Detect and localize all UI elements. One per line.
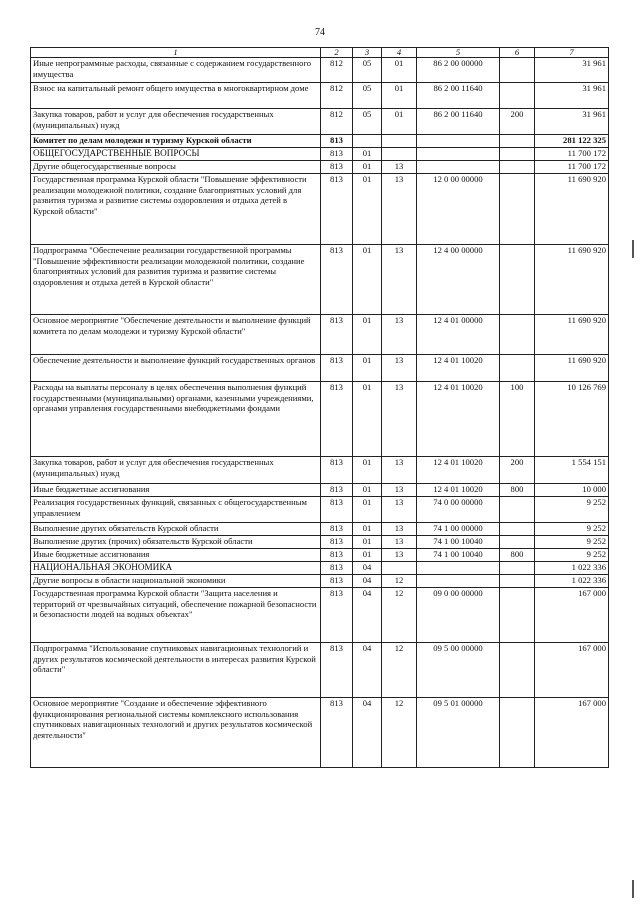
row-pr: 13: [382, 497, 417, 523]
row-sum: 11 690 920: [535, 174, 609, 245]
row-vr: [500, 355, 535, 382]
table-row: [31, 174, 609, 245]
row-rz: 01: [353, 536, 382, 549]
header-col-4: 4: [382, 48, 417, 58]
table-row: [31, 135, 609, 148]
row-rz: 01: [353, 523, 382, 536]
row-csr: 74 1 00 00000: [417, 523, 500, 536]
row-pr: 01: [382, 58, 417, 83]
row-vr: [500, 148, 535, 161]
row-name: Закупка товаров, работ и услуг для обеспечения государственных (муниципальных) нужд: [31, 109, 321, 135]
row-name: Обеспечение деятельности и выполнение функций государственных органов: [31, 355, 321, 382]
row-vr: [500, 523, 535, 536]
row-csr: 74 1 00 10040: [417, 536, 500, 549]
row-csr: 12 4 01 10020: [417, 355, 500, 382]
row-pr: 13: [382, 484, 417, 497]
row-grbs: 813: [321, 382, 353, 457]
table-row: [31, 457, 609, 484]
row-grbs: 813: [321, 148, 353, 161]
row-rz: 01: [353, 174, 382, 245]
row-csr: 09 5 00 00000: [417, 643, 500, 698]
row-rz: 01: [353, 355, 382, 382]
row-grbs: 813: [321, 355, 353, 382]
row-name: Государственная программа Курской области "Повышение эффективности реализации молодежной политики, создание благоприятных условий для развития туризма и развитие системы оздоровления и отдыха детей в Курской области": [31, 174, 321, 245]
row-pr: [382, 148, 417, 161]
row-vr: [500, 536, 535, 549]
row-grbs: 813: [321, 549, 353, 562]
row-sum: 9 252: [535, 549, 609, 562]
table-row: [31, 575, 609, 588]
row-vr: [500, 135, 535, 148]
row-name: Закупка товаров, работ и услуг для обеспечения государственных (муниципальных) нужд: [31, 457, 321, 484]
header-col-2: 2: [321, 48, 353, 58]
table-row: [31, 643, 609, 698]
row-sum: 1 554 151: [535, 457, 609, 484]
table-row: [31, 698, 609, 768]
row-vr: [500, 83, 535, 109]
row-name: Подпрограмма "Обеспечение реализации государственной программы "Повышение эффективности реализации молодежной политики, создание благоприятных условий для развития туризма и развитие системы оздоровления и отдыха детей в Курской области": [31, 245, 321, 315]
row-vr: 800: [500, 484, 535, 497]
row-vr: 800: [500, 549, 535, 562]
row-grbs: 813: [321, 174, 353, 245]
table-row: [31, 245, 609, 315]
row-vr: [500, 497, 535, 523]
row-rz: 04: [353, 562, 382, 575]
header-col-6: 6: [500, 48, 535, 58]
row-vr: 200: [500, 457, 535, 484]
row-name: Выполнение других (прочих) обязательств Курской области: [31, 536, 321, 549]
row-pr: 13: [382, 536, 417, 549]
row-rz: 05: [353, 83, 382, 109]
table-row: [31, 523, 609, 536]
row-vr: 100: [500, 382, 535, 457]
row-rz: 05: [353, 58, 382, 83]
table-row: [31, 58, 609, 83]
header-col-7: 7: [535, 48, 609, 58]
row-pr: 12: [382, 643, 417, 698]
header-col-3: 3: [353, 48, 382, 58]
row-rz: 01: [353, 148, 382, 161]
row-vr: [500, 562, 535, 575]
row-sum: 9 252: [535, 497, 609, 523]
table-row: [31, 536, 609, 549]
row-rz: 01: [353, 484, 382, 497]
row-sum: 10 000: [535, 484, 609, 497]
row-name: Другие общегосударственные вопросы: [31, 161, 321, 174]
row-rz: 01: [353, 245, 382, 315]
table-header-row: [31, 48, 609, 58]
table-row: [31, 382, 609, 457]
row-rz: 04: [353, 575, 382, 588]
row-grbs: 812: [321, 58, 353, 83]
row-sum: 11 690 920: [535, 355, 609, 382]
header-col-5: 5: [417, 48, 500, 58]
table-row: [31, 355, 609, 382]
row-grbs: 813: [321, 497, 353, 523]
row-grbs: 813: [321, 135, 353, 148]
row-grbs: 813: [321, 161, 353, 174]
row-sum: 281 122 325: [535, 135, 609, 148]
row-grbs: 813: [321, 245, 353, 315]
row-rz: 01: [353, 161, 382, 174]
scan-margin-mark: [632, 240, 640, 258]
row-sum: 9 252: [535, 523, 609, 536]
row-name: Реализация государственных функций, связанных с общегосударственным управлением: [31, 497, 321, 523]
row-pr: 13: [382, 457, 417, 484]
row-grbs: 813: [321, 523, 353, 536]
row-vr: [500, 575, 535, 588]
table-row: [31, 484, 609, 497]
row-name: Иные непрограммные расходы, связанные с содержанием государственного имущества: [31, 58, 321, 83]
row-grbs: 813: [321, 536, 353, 549]
row-name: Иные бюджетные ассигнования: [31, 549, 321, 562]
row-sum: 11 700 172: [535, 161, 609, 174]
table-row: [31, 161, 609, 174]
row-pr: 12: [382, 575, 417, 588]
row-rz: 01: [353, 549, 382, 562]
row-csr: [417, 575, 500, 588]
row-csr: 86 2 00 11640: [417, 109, 500, 135]
row-name: Взнос на капитальный ремонт общего имущества в многоквартирном доме: [31, 83, 321, 109]
row-pr: 13: [382, 549, 417, 562]
row-csr: [417, 161, 500, 174]
row-pr: 12: [382, 588, 417, 643]
row-pr: 13: [382, 245, 417, 315]
table-row: [31, 588, 609, 643]
row-rz: 04: [353, 643, 382, 698]
row-sum: 11 690 920: [535, 315, 609, 355]
row-sum: 167 000: [535, 698, 609, 768]
row-grbs: 813: [321, 575, 353, 588]
row-grbs: 813: [321, 588, 353, 643]
row-rz: 04: [353, 588, 382, 643]
row-vr: [500, 245, 535, 315]
row-grbs: 812: [321, 83, 353, 109]
table-row: [31, 562, 609, 575]
row-csr: 12 4 01 10020: [417, 484, 500, 497]
budget-table: [30, 47, 609, 768]
row-rz: 01: [353, 497, 382, 523]
row-csr: 12 4 01 10020: [417, 457, 500, 484]
row-rz: 05: [353, 109, 382, 135]
row-name: Государственная программа Курской области "Защита населения и территорий от чрезвычайных ситуаций, обеспечение пожарной безопасности и безопасности людей на водных объектах": [31, 588, 321, 643]
row-csr: 12 4 00 00000: [417, 245, 500, 315]
row-csr: [417, 135, 500, 148]
row-csr: 12 0 00 00000: [417, 174, 500, 245]
row-pr: 01: [382, 109, 417, 135]
row-name: Основное мероприятие "Создание и обеспечение эффективного функционирования региональной системы комплексного использования спутниковых навигационных технологий и других результатов космической деятельности": [31, 698, 321, 768]
page-number: 74: [315, 27, 325, 38]
row-pr: 01: [382, 83, 417, 109]
row-name: Комитет по делам молодежи и туризму Курской области: [31, 135, 321, 148]
row-sum: 167 000: [535, 588, 609, 643]
row-pr: [382, 135, 417, 148]
row-pr: 13: [382, 523, 417, 536]
table-row: [31, 497, 609, 523]
row-pr: 13: [382, 174, 417, 245]
row-sum: 11 700 172: [535, 148, 609, 161]
row-name: Иные бюджетные ассигнования: [31, 484, 321, 497]
row-grbs: 813: [321, 698, 353, 768]
row-vr: 200: [500, 109, 535, 135]
row-csr: 12 4 01 00000: [417, 315, 500, 355]
row-vr: [500, 58, 535, 83]
table-row: [31, 83, 609, 109]
row-pr: 13: [382, 382, 417, 457]
row-pr: [382, 562, 417, 575]
row-pr: 13: [382, 161, 417, 174]
row-pr: 12: [382, 698, 417, 768]
row-csr: 74 1 00 10040: [417, 549, 500, 562]
table-row: [31, 109, 609, 135]
row-grbs: 813: [321, 457, 353, 484]
scan-margin-mark: [632, 880, 640, 898]
row-sum: 31 961: [535, 58, 609, 83]
row-name: Выполнение других обязательств Курской области: [31, 523, 321, 536]
row-name: ОБЩЕГОСУДАРСТВЕННЫЕ ВОПРОСЫ: [31, 148, 321, 161]
row-rz: 04: [353, 698, 382, 768]
row-sum: 1 022 336: [535, 562, 609, 575]
row-name: Расходы на выплаты персоналу в целях обеспечения выполнения функций государственными (муниципальными) органами, казенными учреждениями, органами управления государственными внебюджетными фондами: [31, 382, 321, 457]
table-row: [31, 315, 609, 355]
row-grbs: 812: [321, 109, 353, 135]
row-name: НАЦИОНАЛЬНАЯ ЭКОНОМИКА: [31, 562, 321, 575]
row-sum: 10 126 769: [535, 382, 609, 457]
row-vr: [500, 643, 535, 698]
row-sum: 167 000: [535, 643, 609, 698]
row-grbs: 813: [321, 484, 353, 497]
row-sum: 9 252: [535, 536, 609, 549]
row-csr: 74 0 00 00000: [417, 497, 500, 523]
row-vr: [500, 315, 535, 355]
row-rz: 01: [353, 457, 382, 484]
row-sum: 1 022 336: [535, 575, 609, 588]
row-rz: [353, 135, 382, 148]
row-csr: 09 5 01 00000: [417, 698, 500, 768]
row-pr: 13: [382, 315, 417, 355]
row-vr: [500, 588, 535, 643]
row-vr: [500, 698, 535, 768]
row-grbs: 813: [321, 315, 353, 355]
row-pr: 13: [382, 355, 417, 382]
row-csr: [417, 562, 500, 575]
row-name: Основное мероприятие "Обеспечение деятельности и выполнение функций комитета по делам молодежи и туризму Курской области": [31, 315, 321, 355]
row-csr: 12 4 01 10020: [417, 382, 500, 457]
row-name: Подпрограмма "Использование спутниковых навигационных технологий и других результатов космической деятельности в интересах развития Курской области": [31, 643, 321, 698]
row-csr: 86 2 00 11640: [417, 83, 500, 109]
row-sum: 31 961: [535, 109, 609, 135]
row-rz: 01: [353, 382, 382, 457]
row-csr: 86 2 00 00000: [417, 58, 500, 83]
row-grbs: 813: [321, 562, 353, 575]
row-sum: 31 961: [535, 83, 609, 109]
table-row: [31, 148, 609, 161]
row-sum: 11 690 920: [535, 245, 609, 315]
table-row: [31, 549, 609, 562]
row-vr: [500, 161, 535, 174]
header-col-1: 1: [31, 48, 321, 58]
row-name: Другие вопросы в области национальной экономики: [31, 575, 321, 588]
row-grbs: 813: [321, 643, 353, 698]
row-vr: [500, 174, 535, 245]
row-csr: 09 0 00 00000: [417, 588, 500, 643]
row-csr: [417, 148, 500, 161]
row-rz: 01: [353, 315, 382, 355]
